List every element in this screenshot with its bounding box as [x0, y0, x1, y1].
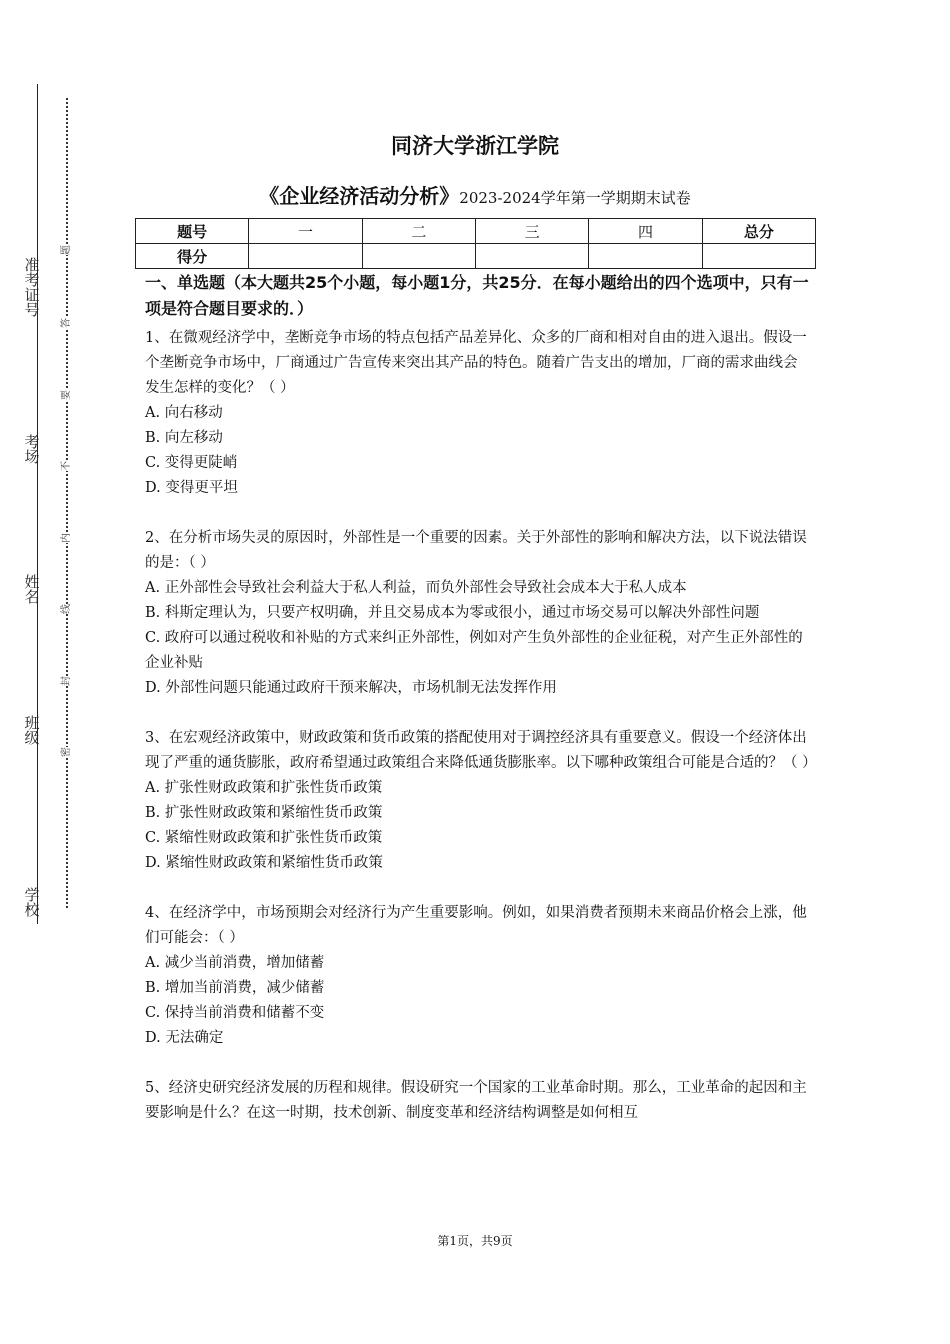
score-col-header: 二 — [362, 219, 475, 244]
answer-option: D. 紧缩性财政政策和紧缩性货币政策 — [145, 855, 383, 871]
question-stem: 4、在经济学中，市场预期会对经济行为产生重要影响。例如，如果消费者预期未来商品价格会上涨，他们可能会：（ ） — [145, 905, 807, 946]
score-col-header: 题号 — [136, 219, 249, 244]
page-footer: 第1页，共9页 — [437, 1234, 513, 1248]
score-col-header: 一 — [249, 219, 362, 244]
seal-char: 密 — [61, 747, 72, 757]
seal-char: 答 — [61, 318, 72, 328]
answer-option: A. 向右移动 — [145, 405, 223, 421]
seal-dotted-line — [66, 98, 68, 908]
answer-option: B. 向左移动 — [145, 430, 223, 446]
binding-solid-line — [37, 84, 38, 924]
score-cell[interactable] — [249, 244, 362, 269]
score-col-header: 总分 — [702, 219, 815, 244]
question-stem: 1、在微观经济学中，垄断竞争市场的特点包括产品差异化、众多的厂商和相对自由的进入退出。假设一个垄断竞争市场中，厂商通过广告宣传来突出其产品的特色。随着广告支出的增加，厂商的需求曲线会发生怎样的变化？（ ） — [145, 330, 807, 396]
score-table — [135, 218, 816, 269]
side-field-exam-room[interactable]: 考场 — [24, 433, 40, 466]
question-stem: 5、经济史研究经济发展的历程和规律。假设研究一个国家的工业革命时期。那么，工业革命的起因和主要影响是什么？在这一时期，技术创新、制度变革和经济结构调整是如何相互 — [145, 1080, 807, 1121]
answer-option: A. 扩张性财政政策和扩张性货币政策 — [145, 780, 383, 796]
exam-content — [145, 270, 817, 1126]
seal-char: 题 — [61, 245, 72, 255]
seal-char: 线 — [61, 604, 72, 614]
answer-option: D. 变得更平坦 — [145, 480, 238, 496]
answer-option: C. 保持当前消费和储蓄不变 — [145, 1005, 325, 1021]
answer-option: C. 政府可以通过税收和补贴的方式来纠正外部性，例如对产生负外部性的企业征税，对产生正外部性的企业补贴 — [145, 630, 803, 671]
question-stem: 2、在分析市场失灵的原因时，外部性是一个重要的因素。关于外部性的影响和解决方法，以下说法错误的是：（ ） — [145, 530, 807, 571]
section-heading: 一、单选题（本大题共25个小题，每小题1分，共25分．在每小题给出的四个选项中，只有一项是符合题目要求的．） — [145, 273, 809, 318]
course-name: 《企业经济活动分析》 — [259, 184, 460, 208]
score-col-header: 三 — [475, 219, 588, 244]
seal-char: 封 — [61, 676, 72, 686]
answer-option: B. 增加当前消费，减少储蓄 — [145, 980, 325, 996]
exam-term: 2023-2024学年第一学期期末试卷 — [459, 189, 691, 207]
seal-char: 内 — [61, 533, 72, 543]
answer-option: D. 无法确定 — [145, 1030, 224, 1046]
answer-option: B. 扩张性财政政策和紧缩性货币政策 — [145, 805, 383, 821]
score-table-score-row — [136, 244, 816, 269]
seal-char: 要 — [61, 390, 72, 400]
answer-option: D. 外部性问题只能通过政府干预来解决，市场机制无法发挥作用 — [145, 680, 557, 696]
side-field-exam-number[interactable]: 准考证号 — [24, 256, 40, 319]
school-title: 同济大学浙江学院 — [391, 134, 559, 158]
score-row-label: 得分 — [136, 244, 249, 269]
answer-option: B. 科斯定理认为，只要产权明确，并且交易成本为零或很小，通过市场交易可以解决外部性问题 — [145, 605, 760, 621]
exam-title — [0, 180, 950, 209]
score-cell[interactable] — [702, 244, 815, 269]
side-field-name[interactable]: 姓名 — [24, 573, 40, 606]
answer-option: C. 紧缩性财政政策和扩张性货币政策 — [145, 830, 383, 846]
score-table-header-row — [136, 219, 816, 244]
score-cell[interactable] — [475, 244, 588, 269]
side-field-school[interactable]: 学校 — [24, 886, 40, 919]
score-cell[interactable] — [362, 244, 475, 269]
question-stem: 3、在宏观经济政策中，财政政策和货币政策的搭配使用对于调控经济具有重要意义。假设一个经济体出现了严重的通货膨胀，政府希望通过政策组合来降低通货膨胀率。以下哪种政策组合可能是合适的？（ ） — [145, 730, 817, 771]
seal-char: 不 — [61, 461, 72, 471]
answer-option: C. 变得更陡峭 — [145, 455, 238, 471]
score-cell[interactable] — [589, 244, 702, 269]
answer-option: A. 正外部性会导致社会利益大于私人利益，而负外部性会导致社会成本大于私人成本 — [145, 580, 687, 596]
side-field-class[interactable]: 班级 — [24, 714, 40, 747]
score-col-header: 四 — [589, 219, 702, 244]
answer-option: A. 减少当前消费，增加储蓄 — [145, 955, 325, 971]
